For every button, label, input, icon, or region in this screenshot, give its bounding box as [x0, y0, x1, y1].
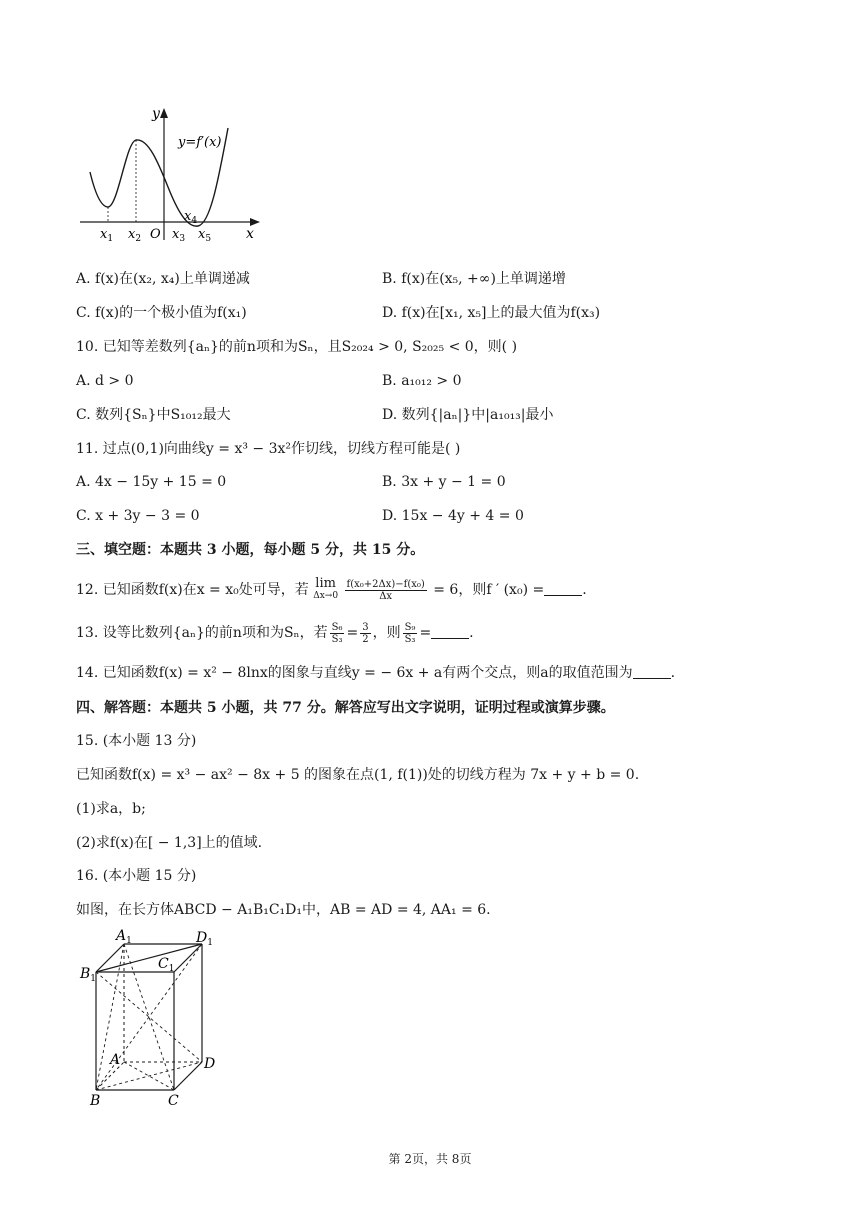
section3-heading: 三、填空题：本题共 3 小题，每小题 5 分，共 15 分。 — [76, 542, 425, 558]
derivative-graph — [78, 102, 268, 242]
q13-mid: ，则 — [372, 625, 401, 641]
q12-end: . — [582, 582, 587, 598]
q12-limit — [313, 578, 338, 602]
label-b: B — [90, 1093, 101, 1108]
q13-frac2-den: 2 — [362, 633, 369, 645]
q9-option-d: D. f(x)在[x₁, x₅]上的最大值为f(x₃) — [382, 305, 601, 321]
q15-part1: (1)求a，b; — [76, 801, 146, 817]
q15-heading: 15. (本小题 13 分) — [76, 733, 197, 749]
q12-frac-den: Δx — [379, 590, 393, 602]
q13-frac1-num: S₆ — [331, 621, 343, 633]
q10-option-c: C. 数列{Sₙ}中S₁₀₁₂最大 — [76, 407, 231, 423]
x-axis-label: x — [246, 226, 254, 242]
q11-option-b: B. 3x + y − 1 = 0 — [382, 474, 506, 490]
x1-label: $x_1$ — [100, 227, 114, 242]
x2-label: $x_2$ — [128, 227, 142, 242]
section4-heading: 四、解答题：本题共 5 小题，共 77 分。解答应写出文字说明，证明过程或演算步骤。 — [76, 700, 615, 716]
q15-stem: 已知函数f(x) = x³ − ax² − 8x + 5 的图象在点(1, f(1))处的切线方程为 7x + y + b = 0. — [76, 767, 640, 783]
x4-label: $x_4$ — [184, 209, 198, 226]
q15-part2: (2)求f(x)在[ − 1,3]上的值域. — [76, 835, 263, 851]
diag-b1-d1 — [96, 944, 202, 972]
q16-stem: 如图，在长方体ABCD − A₁B₁C₁D₁中，AB = AD = 4, AA₁ = 6. — [76, 902, 491, 918]
q13 — [76, 618, 474, 648]
q13-frac1-den: S₃ — [331, 633, 343, 645]
label-d: D — [204, 1056, 216, 1072]
q10-stem: 10. 已知等差数列{aₙ}的前n项和为Sₙ，且S₂₀₂₄ > 0, S₂₀₂₅ < 0，则( ) — [76, 339, 518, 355]
q9-option-b: B. f(x)在(x₅, +∞)上单调递增 — [382, 271, 566, 287]
label-c: C — [168, 1093, 179, 1108]
q9-option-a: A. f(x)在(x₂, x₄)上单调递减 — [76, 271, 250, 287]
q12-fraction — [345, 579, 427, 602]
q13-frac2-num: 3 — [362, 621, 369, 633]
q12 — [76, 575, 587, 605]
q9-option-c: C. f(x)的一个极小值为f(x₁) — [76, 305, 247, 321]
q10-option-d: D. 数列{|aₙ|}中|a₁₀₁₃|最小 — [382, 407, 554, 423]
q12-post: = 6，则f ′ (x₀) = — [433, 582, 545, 598]
q12-lim-word: lim — [315, 576, 336, 591]
q13-frac3 — [403, 622, 418, 645]
page-footer: 第 2页，共 8页 — [388, 1152, 472, 1166]
origin-label: O — [150, 227, 161, 242]
q11-option-c: C. x + 3y − 3 = 0 — [76, 508, 200, 524]
label-c1: $C_1$ — [158, 956, 175, 974]
q11-option-d: D. 15x − 4y + 4 = 0 — [382, 508, 524, 524]
q13-answer-blank[interactable] — [431, 624, 469, 639]
q11-stem: 11. 过点(0,1)向曲线y = x³ − 3x²作切线，切线方程可能是( ) — [76, 441, 461, 457]
q16-heading: 16. (本小题 15 分) — [76, 868, 197, 884]
label-b1: $B_1$ — [80, 966, 97, 984]
q14 — [76, 663, 675, 683]
q10-option-a: A. d > 0 — [76, 373, 134, 389]
q11-option-a: A. 4x − 15y + 15 = 0 — [76, 474, 227, 490]
q12-answer-blank[interactable] — [544, 581, 582, 596]
label-a1: $A_1$ — [116, 928, 132, 946]
x3-label: $x_3$ — [172, 227, 186, 242]
x5-label: $x_5$ — [198, 227, 212, 242]
edge-c-d — [174, 1062, 202, 1090]
q13-frac1 — [330, 622, 345, 645]
q12-frac-num: f(x₀+2Δx)−f(x₀) — [346, 578, 425, 590]
q14-end: . — [670, 665, 676, 681]
q14-answer-blank[interactable] — [633, 664, 671, 679]
q13-frac2 — [360, 622, 370, 645]
curve-label: y=f′(x) — [178, 135, 222, 150]
x-axis-arrow — [250, 218, 260, 226]
q10-option-b: B. a₁₀₁₂ > 0 — [382, 373, 462, 389]
y-axis-label: y — [152, 106, 160, 122]
q12-lim-sub: Δx→0 — [313, 591, 339, 601]
label-a: A — [110, 1052, 121, 1068]
q13-frac3-num: S₉ — [404, 621, 416, 633]
q13-eq: = — [346, 625, 359, 641]
q13-pre: 13. 设等比数列{aₙ}的前n项和为Sₙ，若 — [76, 625, 328, 641]
q13-post: = — [419, 625, 432, 641]
q14-text: 14. 已知函数f(x) = x² − 8lnx的图象与直线y = − 6x + a有两个交点，则a的取值范围为 — [76, 665, 633, 681]
diag-d1-b — [96, 944, 202, 1090]
q12-pre: 12. 已知函数f(x)在x = x₀处可导，若 — [76, 582, 309, 598]
y-axis-arrow — [160, 108, 168, 118]
cuboid-figure — [76, 926, 226, 1108]
q13-frac3-den: S₃ — [404, 633, 416, 645]
label-d1: $D_1$ — [196, 930, 213, 948]
q13-end: . — [469, 625, 474, 641]
